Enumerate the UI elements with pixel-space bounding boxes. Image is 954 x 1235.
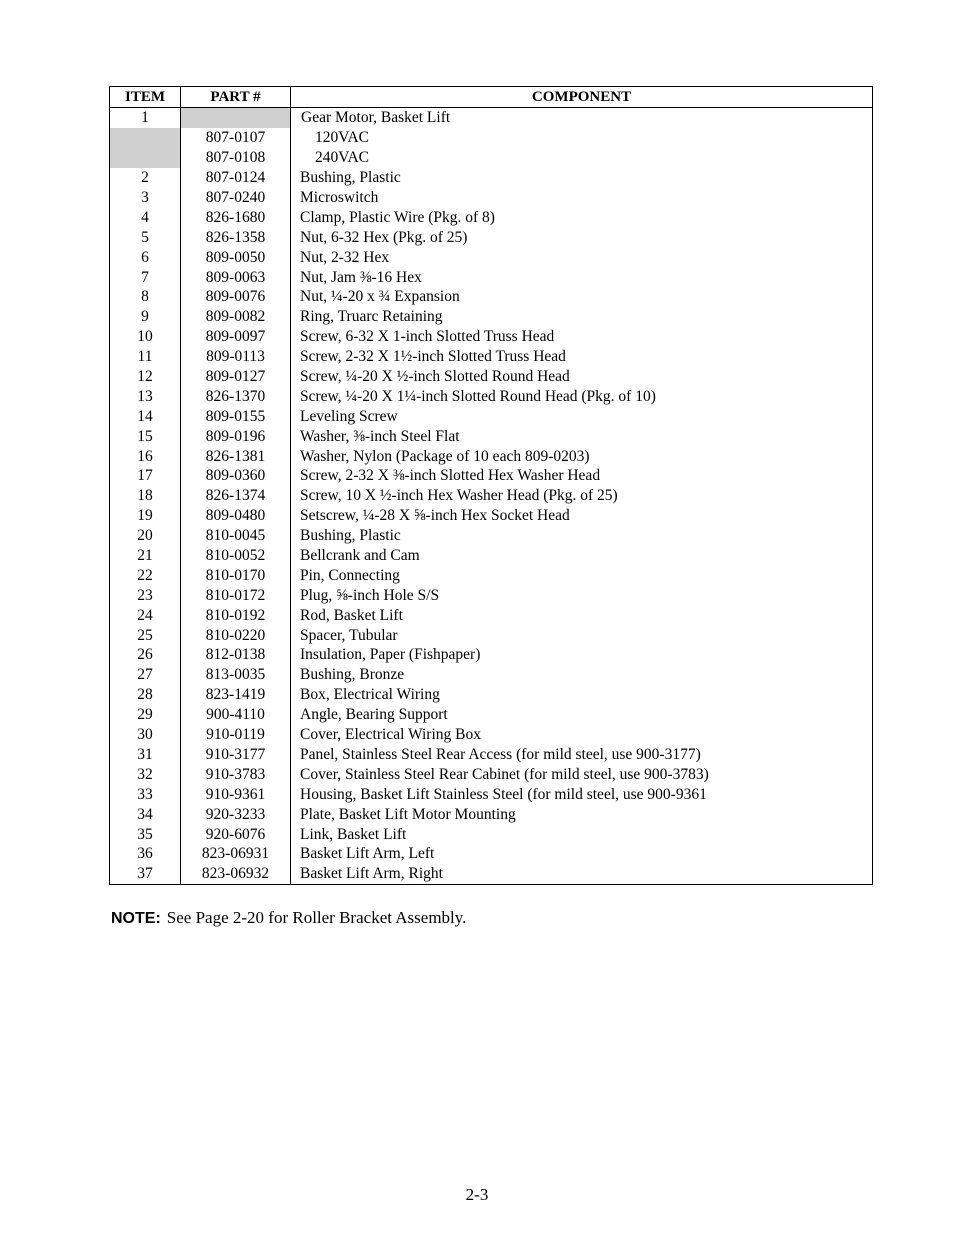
part-cell: 826-1358 — [181, 227, 291, 247]
table-row — [110, 207, 873, 227]
component-cell: Nut, ¼-20 x ¾ Expansion — [291, 287, 873, 307]
component-cell: Basket Lift Arm, Left — [291, 844, 873, 864]
table-row — [110, 824, 873, 844]
component-cell: Bushing, Plastic — [291, 526, 873, 546]
part-cell: 826-1381 — [181, 446, 291, 466]
component-cell: Angle, Bearing Support — [291, 705, 873, 725]
item-cell: 3 — [110, 188, 181, 208]
component-cell: Washer, Nylon (Package of 10 each 809-0203) — [291, 446, 873, 466]
note-text: See Page 2-20 for Roller Bracket Assembly. — [166, 908, 467, 927]
table-row — [110, 188, 873, 208]
table-row — [110, 745, 873, 765]
table-header-row — [110, 87, 873, 108]
component-cell: Gear Motor, Basket Lift — [291, 108, 873, 128]
part-cell: 920-3233 — [181, 804, 291, 824]
component-cell: Plug, ⅝-inch Hole S/S — [291, 585, 873, 605]
item-cell: 4 — [110, 207, 181, 227]
component-cell: Insulation, Paper (Fishpaper) — [291, 645, 873, 665]
item-cell: 17 — [110, 466, 181, 486]
part-cell: 809-0050 — [181, 247, 291, 267]
component-cell: Screw, ¼-20 X ½-inch Slotted Round Head — [291, 367, 873, 387]
item-cell: 6 — [110, 247, 181, 267]
table-row — [110, 705, 873, 725]
parts-table-body — [110, 108, 873, 885]
item-cell: 30 — [110, 725, 181, 745]
table-row — [110, 128, 873, 148]
item-cell: 13 — [110, 386, 181, 406]
part-cell: 900-4110 — [181, 705, 291, 725]
part-cell: 809-0127 — [181, 367, 291, 387]
table-row — [110, 307, 873, 327]
part-cell: 809-0480 — [181, 506, 291, 526]
item-cell: 16 — [110, 446, 181, 466]
part-cell: 809-0155 — [181, 406, 291, 426]
part-cell: 810-0220 — [181, 625, 291, 645]
part-cell: 910-3177 — [181, 745, 291, 765]
part-cell: 823-1419 — [181, 685, 291, 705]
table-row — [110, 725, 873, 745]
component-cell: Clamp, Plastic Wire (Pkg. of 8) — [291, 207, 873, 227]
component-cell: Bushing, Bronze — [291, 665, 873, 685]
part-cell: 810-0172 — [181, 585, 291, 605]
part-cell: 823-06932 — [181, 864, 291, 884]
part-cell: 809-0113 — [181, 347, 291, 367]
table-row — [110, 844, 873, 864]
component-cell: Screw, 2-32 X ⅜-inch Slotted Hex Washer Head — [291, 466, 873, 486]
part-cell: 826-1370 — [181, 386, 291, 406]
part-cell: 826-1374 — [181, 486, 291, 506]
part-cell: 810-0192 — [181, 605, 291, 625]
part-cell: 920-6076 — [181, 824, 291, 844]
component-cell: Cover, Electrical Wiring Box — [291, 725, 873, 745]
table-row — [110, 546, 873, 566]
part-cell: 810-0052 — [181, 546, 291, 566]
parts-table — [109, 86, 873, 885]
item-cell: 10 — [110, 327, 181, 347]
item-cell: 12 — [110, 367, 181, 387]
part-cell: 809-0360 — [181, 466, 291, 486]
item-cell: 1 — [110, 108, 181, 128]
component-cell: Spacer, Tubular — [291, 625, 873, 645]
part-cell: 810-0170 — [181, 565, 291, 585]
part-cell: 809-0097 — [181, 327, 291, 347]
note-label: NOTE: — [111, 910, 161, 927]
table-row — [110, 386, 873, 406]
table-row — [110, 764, 873, 784]
component-cell: Leveling Screw — [291, 406, 873, 426]
item-cell: 25 — [110, 625, 181, 645]
component-cell: Setscrew, ¼-28 X ⅝-inch Hex Socket Head — [291, 506, 873, 526]
note — [111, 908, 466, 928]
item-cell: 18 — [110, 486, 181, 506]
component-cell: Nut, 2-32 Hex — [291, 247, 873, 267]
part-cell: 910-9361 — [181, 784, 291, 804]
table-row — [110, 526, 873, 546]
component-cell: Cover, Stainless Steel Rear Cabinet (for mild steel, use 900-3783) — [291, 764, 873, 784]
item-cell: 28 — [110, 685, 181, 705]
table-row — [110, 267, 873, 287]
component-cell: Link, Basket Lift — [291, 824, 873, 844]
part-cell: 807-0108 — [181, 148, 291, 168]
item-cell: 9 — [110, 307, 181, 327]
item-cell: 27 — [110, 665, 181, 685]
table-row — [110, 406, 873, 426]
part-cell: 910-3783 — [181, 764, 291, 784]
component-cell: Ring, Truarc Retaining — [291, 307, 873, 327]
item-cell: 23 — [110, 585, 181, 605]
part-cell-shaded — [181, 108, 291, 128]
table-row — [110, 605, 873, 625]
part-cell: 823-06931 — [181, 844, 291, 864]
item-cell: 11 — [110, 347, 181, 367]
item-cell: 22 — [110, 565, 181, 585]
part-cell: 807-0240 — [181, 188, 291, 208]
page-number: 2-3 — [465, 1185, 489, 1204]
item-cell: 32 — [110, 764, 181, 784]
item-cell: 36 — [110, 844, 181, 864]
table-row — [110, 168, 873, 188]
component-cell: 120VAC — [291, 128, 873, 148]
component-cell: 240VAC — [291, 148, 873, 168]
item-cell: 2 — [110, 168, 181, 188]
component-cell: Housing, Basket Lift Stainless Steel (for mild steel, use 900-9361 — [291, 784, 873, 804]
table-row — [110, 367, 873, 387]
item-cell-shaded — [110, 128, 181, 168]
part-cell: 809-0196 — [181, 426, 291, 446]
table-row — [110, 625, 873, 645]
table-row — [110, 665, 873, 685]
table-row — [110, 227, 873, 247]
item-cell: 33 — [110, 784, 181, 804]
part-cell: 809-0082 — [181, 307, 291, 327]
item-cell: 20 — [110, 526, 181, 546]
part-cell: 809-0063 — [181, 267, 291, 287]
component-cell: Nut, 6-32 Hex (Pkg. of 25) — [291, 227, 873, 247]
part-cell: 812-0138 — [181, 645, 291, 665]
component-cell: Nut, Jam ⅜-16 Hex — [291, 267, 873, 287]
item-cell: 24 — [110, 605, 181, 625]
part-cell: 826-1680 — [181, 207, 291, 227]
table-row — [110, 108, 873, 128]
item-cell: 15 — [110, 426, 181, 446]
part-cell: 813-0035 — [181, 665, 291, 685]
item-cell: 37 — [110, 864, 181, 884]
item-cell: 21 — [110, 546, 181, 566]
component-cell: Panel, Stainless Steel Rear Access (for mild steel, use 900-3177) — [291, 745, 873, 765]
table-row — [110, 864, 873, 884]
header-item: ITEM — [110, 87, 181, 108]
item-cell: 14 — [110, 406, 181, 426]
part-cell: 807-0107 — [181, 128, 291, 148]
part-cell: 910-0119 — [181, 725, 291, 745]
header-part-number: PART # — [181, 87, 291, 108]
item-cell: 5 — [110, 227, 181, 247]
part-cell: 809-0076 — [181, 287, 291, 307]
table-row — [110, 804, 873, 824]
table-row — [110, 426, 873, 446]
table-row — [110, 287, 873, 307]
component-cell: Microswitch — [291, 188, 873, 208]
table-row — [110, 466, 873, 486]
component-cell: Screw, 6-32 X 1-inch Slotted Truss Head — [291, 327, 873, 347]
table-row — [110, 347, 873, 367]
item-cell: 8 — [110, 287, 181, 307]
component-cell: Pin, Connecting — [291, 565, 873, 585]
component-cell: Basket Lift Arm, Right — [291, 864, 873, 884]
table-row — [110, 327, 873, 347]
item-cell: 26 — [110, 645, 181, 665]
component-cell: Screw, 10 X ½-inch Hex Washer Head (Pkg. of 25) — [291, 486, 873, 506]
component-cell: Box, Electrical Wiring — [291, 685, 873, 705]
table-row — [110, 585, 873, 605]
component-cell: Bellcrank and Cam — [291, 546, 873, 566]
item-cell: 34 — [110, 804, 181, 824]
item-cell: 19 — [110, 506, 181, 526]
component-cell: Screw, 2-32 X 1½-inch Slotted Truss Head — [291, 347, 873, 367]
table-row — [110, 784, 873, 804]
part-cell: 807-0124 — [181, 168, 291, 188]
component-cell: Rod, Basket Lift — [291, 605, 873, 625]
item-cell: 35 — [110, 824, 181, 844]
table-row — [110, 506, 873, 526]
component-cell: Plate, Basket Lift Motor Mounting — [291, 804, 873, 824]
item-cell: 7 — [110, 267, 181, 287]
table-row — [110, 685, 873, 705]
table-row — [110, 645, 873, 665]
item-cell: 31 — [110, 745, 181, 765]
table-row — [110, 565, 873, 585]
component-cell: Bushing, Plastic — [291, 168, 873, 188]
header-component: COMPONENT — [291, 87, 873, 108]
component-cell: Screw, ¼-20 X 1¼-inch Slotted Round Head (Pkg. of 10) — [291, 386, 873, 406]
table-row — [110, 247, 873, 267]
part-cell: 810-0045 — [181, 526, 291, 546]
table-row — [110, 148, 873, 168]
component-cell: Washer, ⅜-inch Steel Flat — [291, 426, 873, 446]
item-cell: 29 — [110, 705, 181, 725]
table-row — [110, 486, 873, 506]
table-row — [110, 446, 873, 466]
